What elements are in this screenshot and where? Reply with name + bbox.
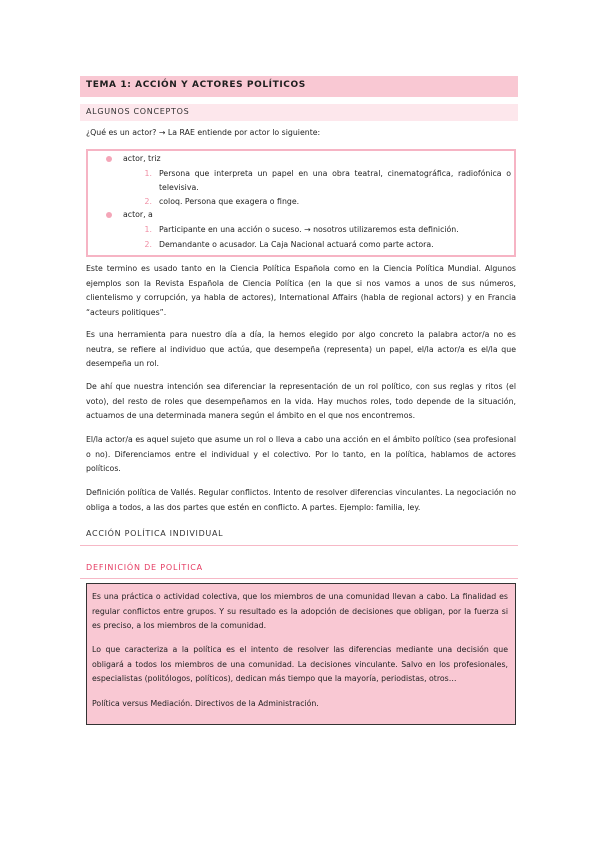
subsection-heading-definition: DEFINICIÓN DE POLÍTICA (86, 563, 203, 572)
paragraph-2: Es una herramienta para nuestro día a día, la hemos elegido por algo concreto la palabra actor/a no es neutra, se refiere al individuo que actúa, que desempeña (representa) un papel, el/la actor/a es el/la que desempeña un rol. (86, 330, 516, 369)
list-number: 2. (144, 197, 152, 206)
paragraph-4: El/la actor/a es aquel sujeto que asume un rol o lleva a cabo una acción en el ámbito político (sea profesional o no). Diferenciamos entre el individual y el colectivo. Por lo tanto, en la política, hablamos de actores políticos. (86, 435, 516, 474)
section-heading-individual-action: ACCIÓN POLÍTICA INDIVIDUAL (86, 529, 224, 538)
subsection-divider (80, 578, 518, 579)
box-paragraph-2: Lo que caracteriza a la política es el intento de resolver las diferencias mediante una decisión que obligará a todos los miembros de una comunidad. La decisiones vinculante. Salvo en los profesionales, especialistas (politólogos, políticos), dedican más tiempo que la mayoría, periodistas, otros… (92, 645, 508, 684)
list-number: 2. (144, 240, 152, 249)
list-number: 1. (144, 225, 152, 234)
definition-item: coloq. Persona que exagera o finge. (159, 197, 300, 206)
topic-heading: TEMA 1: ACCIÓN Y ACTORES POLÍTICOS (80, 76, 518, 97)
paragraph-5: Definición política de Vallés. Regular conflictos. Intento de resolver diferencias vinculantes. La negociación no obliga a todos, a las dos partes que estén en conflicto. A partes. Ejemplo: familia, ley. (86, 488, 516, 512)
bullet-icon (106, 212, 112, 218)
box-paragraph-1: Es una práctica o actividad colectiva, que los miembros de una comunidad llevan a cabo. La finalidad es regular conflictos entre grupos. Y su resultado es la adopción de decisiones que obligan, por la fuerza si es preciso, a los miembros de la comunidad. (92, 592, 508, 631)
definition-item: Demandante o acusador. La Caja Nacional actuará como parte actora. (159, 240, 434, 249)
paragraph-3: De ahí que nuestra intención sea diferenciar la representación de un rol político, con sus reglas y ritos (el voto), del resto de roles que desempeñamos en la vida. Hay muchos roles, todo depende de la situación, actuamos de una determinada manera según el ámbito en el que nos encontremos. (86, 382, 516, 421)
intro-question: ¿Qué es un actor? → La RAE entiende por actor lo siguiente: (86, 128, 321, 137)
definition-item: Persona que interpreta un papel en una obra teatral, cinematográfica, radiofónica o televisiva. (159, 169, 511, 192)
list-number: 1. (144, 169, 152, 178)
box-paragraph-3: Política versus Mediación. Directivos de la Administración. (92, 699, 319, 708)
definition-item: Participante en una acción o suceso. → nosotros utilizaremos esta definición. (159, 225, 459, 234)
paragraph-1: Este termino es usado tanto en la Ciencia Política Española como en la Ciencia Política Mundial. Algunos ejemplos son la Revista Española de Ciencia Política (en la que si nos vamos a unos de sus números, clientelismo y corrupción, ya habla de actores), International Affairs (habla de regional actors) y en Francia “acteurs politiques”. (86, 264, 516, 317)
definition-term: actor, triz (123, 154, 161, 163)
bullet-icon (106, 156, 112, 162)
section-divider (80, 545, 518, 546)
section-heading-concepts: ALGUNOS CONCEPTOS (80, 104, 518, 121)
definition-term: actor, a (123, 210, 153, 219)
